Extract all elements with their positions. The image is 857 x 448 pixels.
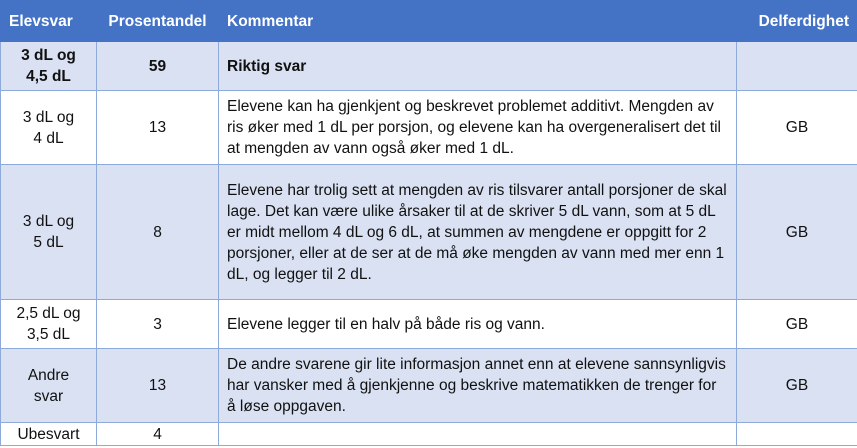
sub-skill-cell: GB (737, 300, 857, 349)
percentage-cell: 13 (97, 349, 219, 423)
answer-line: 3 dL og (22, 108, 75, 126)
percentage-cell: 4 (97, 423, 219, 446)
comment-cell: Elevene legger til en halv på både ris og vann. (219, 300, 737, 349)
sub-skill-cell: GB (737, 91, 857, 165)
header-percentage: Prosentandel (97, 1, 219, 42)
percentage-cell: 8 (97, 165, 219, 300)
answer-line: 4 dL (33, 129, 64, 147)
answer-line: Ubesvart (17, 425, 80, 443)
table-row (1, 349, 857, 423)
table-row (1, 300, 857, 349)
percentage-cell: 59 (97, 42, 219, 91)
answer-line: 4,5 dL (26, 68, 71, 85)
comment-cell: Elevene kan ha gjenkjent og beskrevet problemet additivt. Mengden av ris øker med 1 dL per porsjon, og elevene kan ha overgeneralisert det til at mengden av vann også øker med 1 dL. (219, 91, 737, 165)
header-comment: Kommentar (219, 1, 737, 42)
comment-cell (219, 423, 737, 446)
table-row (1, 165, 857, 300)
sub-skill-cell (737, 423, 857, 446)
answer-line: 3 dL og (21, 47, 76, 64)
answer-line: svar (33, 387, 64, 405)
percentage-cell: 13 (97, 91, 219, 165)
comment-cell: Riktig svar (219, 42, 737, 91)
header-answer: Elevsvar (1, 1, 97, 42)
answer-cell (1, 91, 97, 165)
answer-cell (1, 300, 97, 349)
answer-cell (1, 423, 97, 446)
percentage-cell: 3 (97, 300, 219, 349)
sub-skill-cell (737, 42, 857, 91)
header-sub-skill: Delferdighet (737, 1, 857, 42)
answer-line: 5 dL (33, 234, 64, 251)
comment-cell: Elevene har trolig sett at mengden av ris tilsvarer antall porsjoner de skal lage. Det kan være ulike årsaker til at de skriver 5 dL vann, som at 5 dL er midt mellom 4 dL og 6 dL, at summen av mengdene er oppgitt for 2 porsjoner, eller at de ser at de må øke mengden av vann med mer enn 1 dL, og legger til 2 dL. (219, 165, 737, 300)
table-row (1, 423, 857, 446)
answer-line: 3,5 dL (26, 326, 71, 343)
answer-cell (1, 349, 97, 423)
comment-cell: De andre svarene gir lite informasjon annet enn at elevene sannsynligvis har vansker med å gjenkjenne og beskrive matematikken de trenger for å løse oppgaven. (219, 349, 737, 423)
sub-skill-cell: GB (737, 349, 857, 423)
sub-skill-cell: GB (737, 165, 857, 300)
answer-line: 2,5 dL og (16, 305, 81, 322)
answer-cell (1, 165, 97, 300)
table-row (1, 42, 857, 91)
answer-cell (1, 42, 97, 91)
table-row (1, 91, 857, 165)
header-row (1, 1, 857, 42)
answer-line: Andre (27, 366, 70, 384)
answer-line: 3 dL og (22, 213, 75, 230)
